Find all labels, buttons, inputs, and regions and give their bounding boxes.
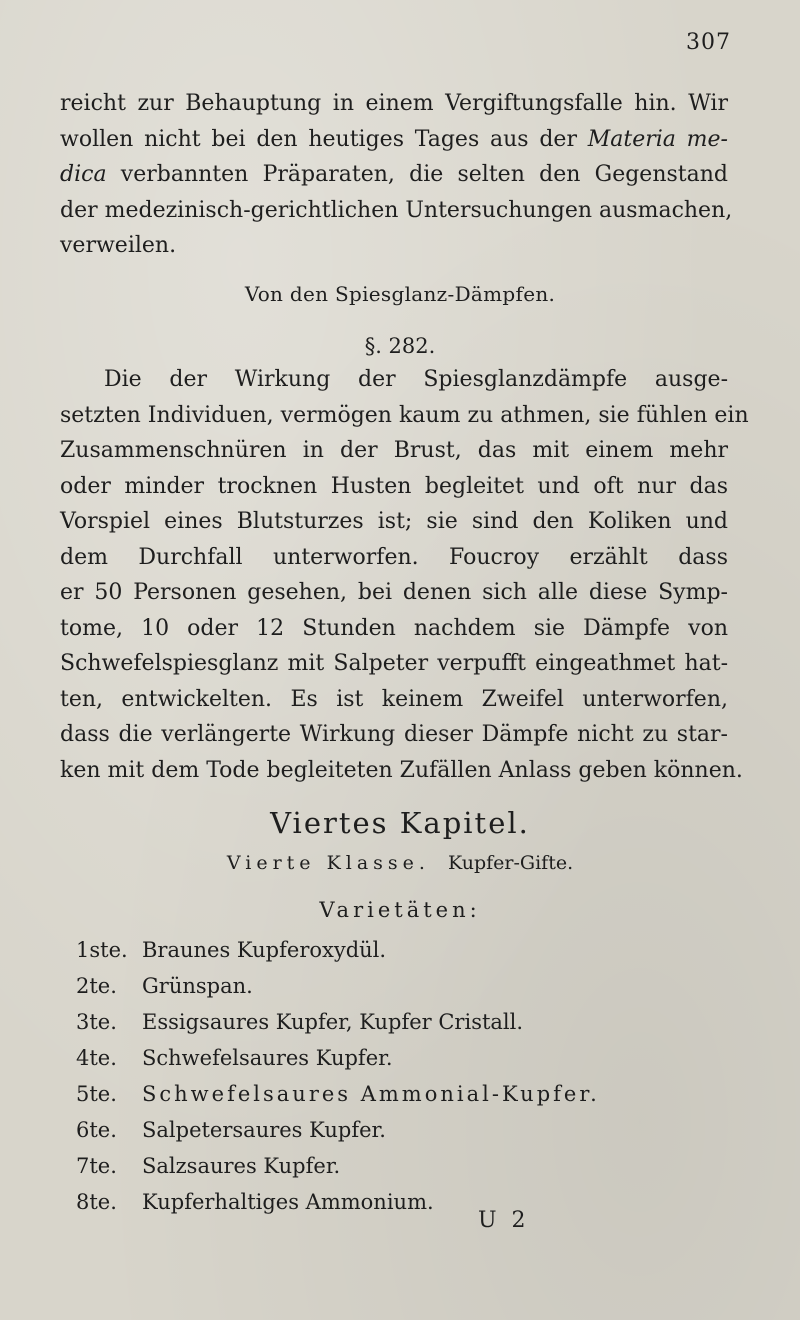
item-number: 1ste. xyxy=(76,938,128,962)
list-item xyxy=(76,932,600,968)
item-name: Kupferhaltiges Ammonium. xyxy=(142,1190,434,1214)
class-label: Vierte Klasse. xyxy=(226,852,430,874)
italic-term: dica xyxy=(60,162,107,187)
text-line: ken mit dem Tode begleiteten Zufällen Anlass geben können. xyxy=(60,757,743,783)
list-item xyxy=(76,1004,600,1040)
text-line: tome, 10 oder 12 Stunden nachdem sie Dämpfe von xyxy=(60,615,728,641)
text-line xyxy=(60,157,728,193)
chapter-subtitle xyxy=(0,852,800,874)
intro-paragraph xyxy=(60,86,733,264)
text-line: Die der Wirkung der Spiesglanzdämpfe ausge- xyxy=(104,367,728,392)
item-number: 6te. xyxy=(76,1118,117,1142)
page-number: 307 xyxy=(686,30,731,55)
item-number: 7te. xyxy=(76,1154,117,1178)
text-line: der medezinisch-gerichtlichen Untersuchungen ausmachen, xyxy=(60,197,733,223)
text-line: setzten Individuen, vermögen kaum zu athmen, sie fühlen ein xyxy=(60,402,749,428)
text-line: Vorspiel eines Blutsturzes ist; sie sind den Koliken und xyxy=(60,509,728,534)
list-item xyxy=(76,1040,600,1076)
text-line: dem Durchfall unterworfen. Foucroy erzählt dass xyxy=(60,544,728,570)
item-number: 4te. xyxy=(76,1046,117,1070)
text-line: er 50 Personen gesehen, bei denen sich alle diese Symp- xyxy=(60,580,728,605)
list-item xyxy=(76,1076,600,1112)
section-heading: Von den Spiesglanz-Dämpfen. xyxy=(244,282,556,306)
varieties-heading: Varietäten: xyxy=(319,898,481,922)
item-name: Grünspan. xyxy=(142,974,253,998)
text-line: reicht zur Behauptung in einem Vergiftungsfalle hin. Wir xyxy=(60,91,728,116)
text-line: oder minder trocknen Husten begleitet und oft nur das xyxy=(60,473,728,499)
item-name: Braunes Kupferoxydül. xyxy=(142,938,387,962)
item-number: 5te. xyxy=(76,1082,117,1106)
signature-mark: U 2 xyxy=(478,1208,530,1233)
item-name: Schwefelsaures Kupfer. xyxy=(142,1046,393,1070)
italic-term: Materia me- xyxy=(587,126,728,152)
list-item xyxy=(76,1148,600,1184)
item-name: Salzsaures Kupfer. xyxy=(142,1154,341,1178)
varieties-list xyxy=(76,932,600,1220)
text-line: ten, entwickelten. Es ist keinem Zweifel unterworfen, xyxy=(60,686,728,712)
item-name: Essigsaures Kupfer, Kupfer Cristall. xyxy=(142,1010,524,1034)
item-number: 3te. xyxy=(76,1010,117,1034)
item-name: Schwefelsaures Ammonial-Kupfer. xyxy=(142,1082,600,1106)
item-number: 8te. xyxy=(76,1190,117,1214)
item-number: 2te. xyxy=(76,974,117,998)
text-line xyxy=(60,122,728,158)
chapter-title: Viertes Kapitel. xyxy=(270,806,530,840)
class-name: Kupfer-Gifte. xyxy=(447,852,574,874)
list-item xyxy=(76,968,600,1004)
section-number: §. 282. xyxy=(364,334,436,358)
text-line: Schwefelspiesglanz mit Salpeter verpufft eingeathmet hat- xyxy=(60,651,728,676)
list-item xyxy=(76,1112,600,1148)
text-line: dass die verlängerte Wirkung dieser Dämpfe nicht zu star- xyxy=(60,722,728,747)
text-line: Zusammenschnüren in der Brust, das mit einem mehr xyxy=(60,438,728,463)
text-segment: verbannten Präparaten, die selten den Gegenstand xyxy=(106,162,728,187)
item-name: Salpetersaures Kupfer. xyxy=(142,1118,386,1142)
section-paragraph xyxy=(60,362,749,788)
text-segment: wollen nicht bei den heutiges Tages aus der xyxy=(60,126,588,152)
text-line: verweilen. xyxy=(60,233,177,258)
